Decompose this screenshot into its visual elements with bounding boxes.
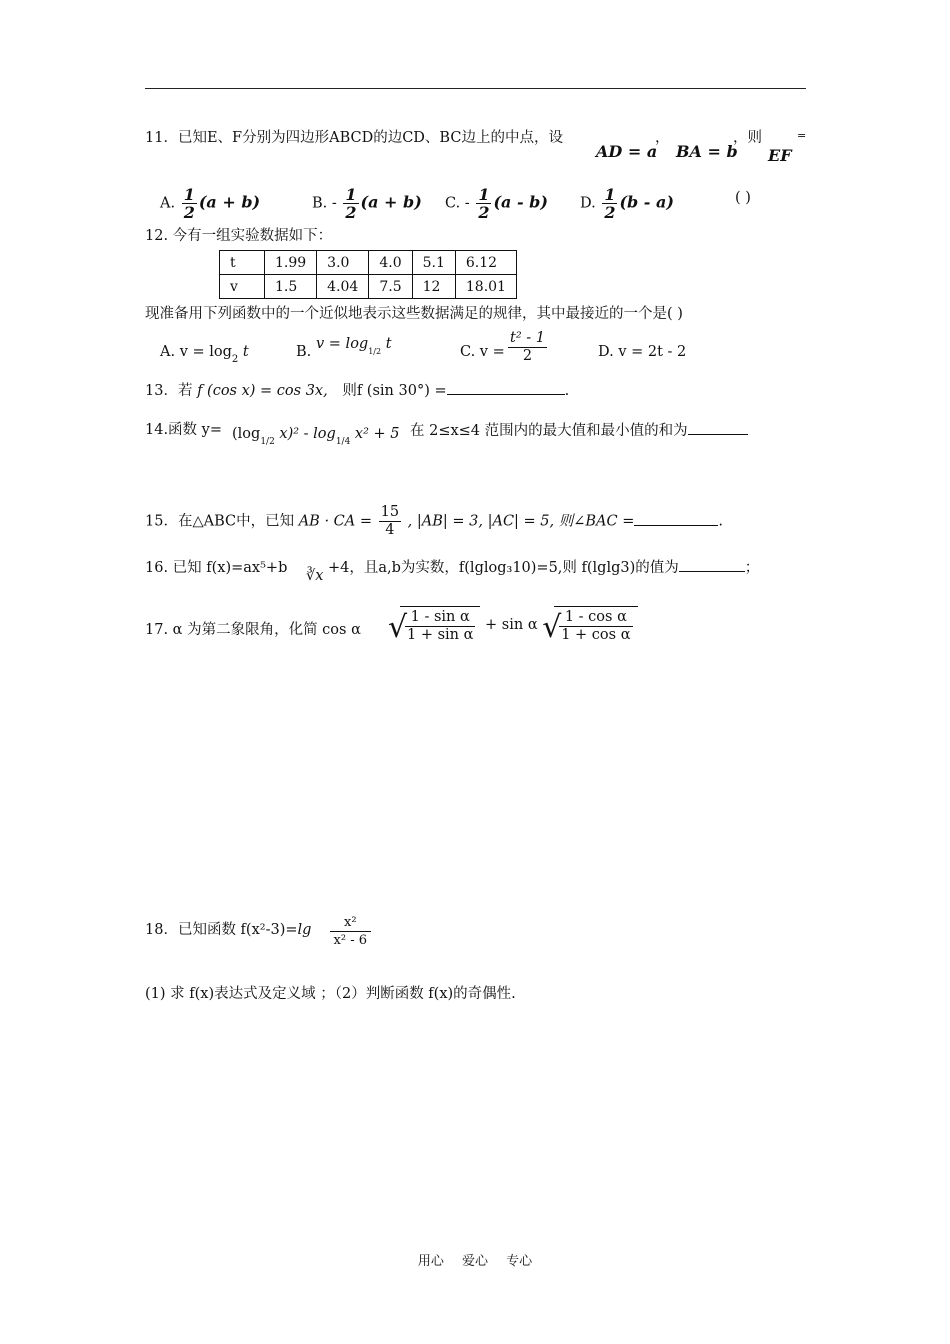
page-footer: 用心 爱心 专心 [417,1254,533,1269]
header-rule [145,88,806,89]
q12-option-c-frac: $\frac{\text{t² - 1}}{2}$ [510,330,545,364]
answer-blank[interactable] [447,380,565,395]
option-b: B. - $\frac{1}{2}$ (a + b) [312,185,422,222]
q12-option-d: D. v = 2t - 2 [598,344,687,360]
question-12: 12. 今有一组实验数据如下： [145,228,333,244]
option-c: C. - $\frac{1}{2}$ (a - b) [445,185,548,222]
answer-blank[interactable] [688,420,748,435]
data-table [219,250,517,299]
answer-paren: ( ) [735,190,751,206]
question-15: 15．在△ABC中，已知 AB · CA = $\frac{15}{4}$ , |AB| = 3, |AC| = 5, 则∠BAC = . [145,504,723,538]
q12-option-b: B. [296,344,312,360]
answer-blank[interactable] [679,557,745,572]
then-label: ，则 [733,130,762,146]
q17-expression: √ $\frac{\text{1 - sin α}}{\text{1 + sin α}}$ + sin α √ $\frac{\text{1 - cos α}}{\text{1 + cos α}}$ [388,606,638,644]
vector-ba: BA = b [676,142,738,161]
equals-sign: = [797,129,807,142]
question-17: 17. α 为第二象限角，化简 cos α [145,622,361,638]
vector-ef: EF [768,146,792,165]
q14-tail: 在 2≤x≤4 范围内的最大值和最小值的和为 [410,420,748,441]
q14-expression: ($\log_{1/2}$ $x)^2 - \log_{1/4} x^2 + 5$ [232,426,400,447]
table-row: v 1.5 4.04 7.5 12 18.01 [220,275,517,299]
option-a: A. $\frac{1}{2}$ (a + b) [160,185,261,222]
question-11: 11．已知E、F分别为四边形ABCD的边CD、BC边上的中点，设 [145,130,563,146]
option-d: D. $\frac{1}{2}$ (b - a) [580,185,674,222]
question-13: 13．若 f (cos x) = cos 3x, 则f (sin 30°) = . [145,380,569,401]
table-row: t 1.99 3.0 4.0 5.1 6.12 [220,251,517,275]
question-12-prompt: 现准备用下列函数中的一个近似地表示这些数据满足的规律，其中最接近的一个是( ) [145,306,683,322]
question-16: 16. 已知 f(x)=ax⁵+b ∛x +4，且a,b为实数，f(lglog₃10)=5,则 f(lglg3)的值为 ； [145,557,759,578]
answer-blank[interactable] [634,511,718,526]
vector-ad: AD = a [596,142,658,161]
q12-option-c: C. v = [460,344,505,360]
comma-1: ， [655,130,670,146]
q12-option-b-expr: $v = \log_{1/2} t$ [316,336,392,356]
q12-option-a: A. $v = \log_2 t$ [160,344,249,365]
q18-fraction: $\frac{\text{x²}}{\text{x² - 6}}$ [328,914,373,949]
question-18-parts: (1) 求 f(x)表达式及定义域 ；（2）判断函数 f(x)的奇偶性. [145,986,516,1002]
question-14: 14.函数 y= [145,422,223,438]
question-18: 18．已知函数 f(x²-3)=lg [145,922,312,938]
